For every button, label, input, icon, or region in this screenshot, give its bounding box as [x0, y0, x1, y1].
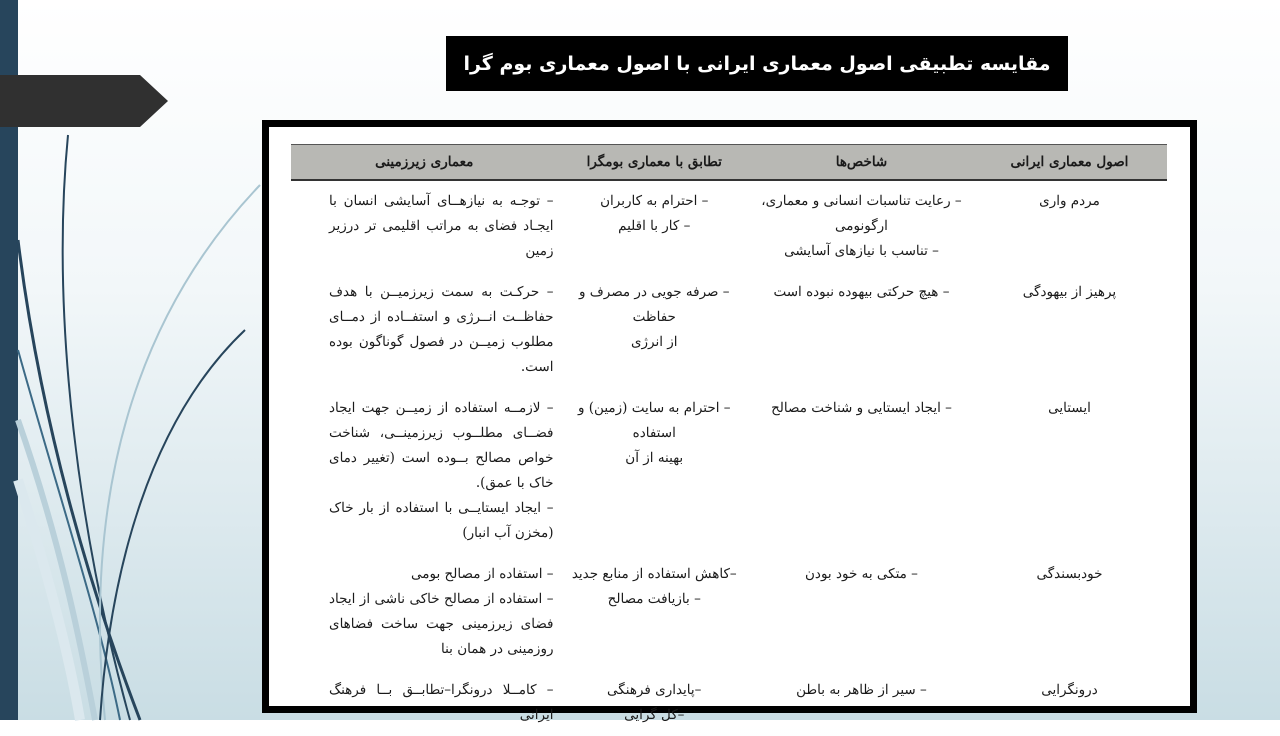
- table-header-row: [291, 145, 1167, 181]
- cell-ecological: –پایداری فرهنگی –کل گرایی: [607, 682, 702, 723]
- cell-underground: – حرکـت به سمت زیرزمیــن با هدف حفاظــت انــرژی و استفــاده از دمــای مطلوب زمیــن در فصول گوناگون بوده است.: [329, 284, 554, 375]
- table-row: [291, 554, 1167, 670]
- cell-indicators: – هیچ حرکتی بیهوده نبوده است: [773, 284, 950, 300]
- comparison-table: [291, 144, 1167, 736]
- cell-ecological: – احترام به سایت (زمین) و استفاده بهینه از آن: [577, 400, 731, 466]
- header-underground: معماری زیرزمینی: [291, 145, 558, 181]
- cell-ecological: –کاهش استفاده از منابع جدید – بازیافت مصالح: [571, 566, 737, 607]
- table-frame: [262, 120, 1197, 723]
- cell-principle: درونگرایی: [1041, 682, 1098, 698]
- cell-indicators: – رعایت تناسبات انسانی و معماری، ارگونومی – تناسب با نیازهای آسایشی: [761, 193, 962, 259]
- table-row: [291, 670, 1167, 736]
- header-principle: اصول معماری ایرانی: [972, 145, 1167, 181]
- decorative-curves: [0, 120, 300, 720]
- cell-indicators: – متکی به خود بودن: [805, 566, 918, 582]
- cell-underground: – توجـه به نیازهــای آسایشی انسان با ایجـاد فضای به مراتب اقلیمی تر درزیر زمین: [329, 193, 554, 259]
- cell-principle: خودبسندگی: [1036, 566, 1103, 582]
- cell-ecological: – صرفه جویی در مصرف و حفاظت از انرژی: [578, 284, 730, 350]
- header-indicators: شاخص‌ها: [751, 145, 972, 181]
- cell-ecological: – احترام به کاربران – کار با اقلیم: [600, 193, 709, 234]
- table-row: [291, 272, 1167, 388]
- header-ecological: تطابق با معماری بومگرا: [558, 145, 751, 181]
- table-paper: [269, 127, 1190, 723]
- table-row: [291, 388, 1167, 554]
- cell-underground: – استفاده از مصالح بومی – استفاده از مصالح خاکی ناشی از ایجاد فضای زیرزمینی جهت ساخت فضاهای روزمینی در همان بنا: [329, 566, 554, 657]
- slide-title: مقایسه تطبیقی اصول معماری ایرانی با اصول معماری بوم گرا: [446, 36, 1068, 91]
- cell-underground: – کامــلا درونگرا–تطابــق بــا فرهنگ ایرانی: [329, 682, 554, 723]
- cell-principle: پرهیز از بیهودگی: [1022, 284, 1117, 300]
- table-row: [291, 180, 1167, 272]
- cell-indicators: – ایجاد ایستایی و شناخت مصالح: [771, 400, 952, 416]
- cell-underground: – لازمــه استفاده از زمیــن جهت ایجاد فضــای مطلــوب زیرزمینــی، شناخت خواص مصالح بــوده است (تغییر دمای خاک با عمق). – ایجاد ایستایــی با استفاده از بار خاک (مخزن آب انبار): [329, 400, 554, 541]
- cell-principle: مردم واری: [1039, 193, 1100, 209]
- cell-principle: ایستایی: [1048, 400, 1091, 416]
- cell-indicators: – سیر از ظاهر به باطن: [796, 682, 927, 698]
